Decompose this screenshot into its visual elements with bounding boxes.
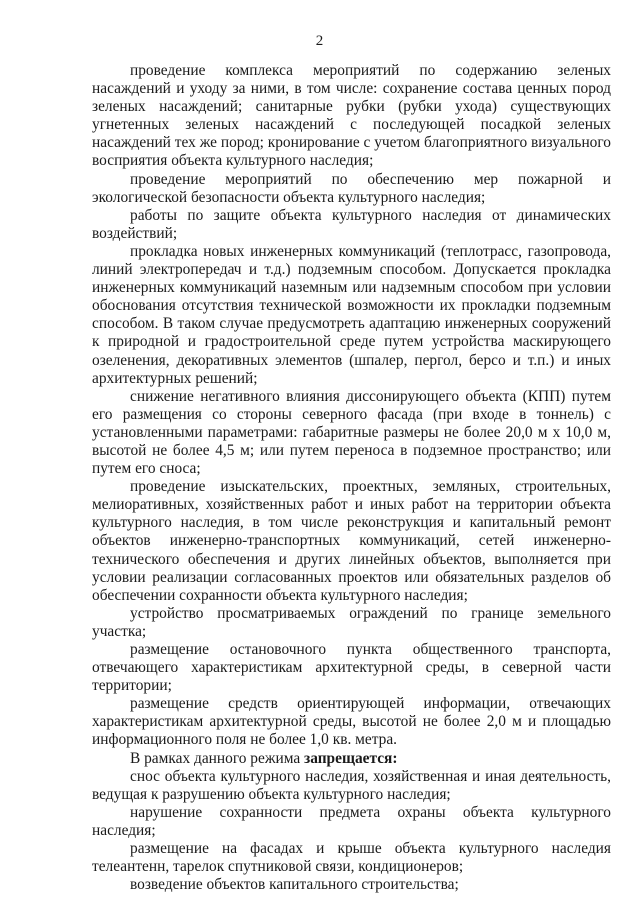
permitted-item: проведение комплекса мероприятий по содержанию зеленых насаждений и уходу за ними, в том числе: сохранение состава ценных пород зеленых насаждений; санитарные рубки (рубки ухода) существующих угнетенных зеленых насаждений с последующей посадкой зеленых насаждений тех же пород; кронирование с учетом благоприятного визуального восприятия объекта культурного наследия; — [92, 62, 611, 170]
permitted-item: проведение мероприятий по обеспечению мер пожарной и экологической безопасности объекта культурного наследия; — [92, 170, 611, 206]
prohibited-item: возведение объектов капитального строительства; — [130, 876, 459, 894]
prohibited-item: нарушение сохранности предмета охраны объекта культурного наследия; — [92, 803, 611, 839]
prohibited-item: снос объекта культурного наследия, хозяйственная и иная деятельность, ведущая к разрушению объекта культурного наследия; — [92, 767, 611, 803]
prohibited-item: размещение на фасадах и крыше объекта культурного наследия телеантенн, тарелок спутниковой связи, кондиционеров; — [92, 840, 611, 876]
prohibition-intro-text: В рамках данного режима — [130, 749, 305, 767]
permitted-item: размещение остановочного пункта общественного транспорта, отвечающего характеристикам архитектурной среды, в северной части территории; — [92, 641, 611, 695]
permitted-item: проведение изыскательских, проектных, земляных, строительных, мелиоративных, хозяйственных работ и иных работ на территории объекта культурного наследия, в том числе реконструкция и капитальный ремонт объектов инженерно-транспортных коммуникаций, сетей инженерно-технического обеспечения и других линейных объектов, выполняется при условии реализации согласованных проектов или обязательных разделов об обеспечении сохранности объекта культурного наследия; — [92, 478, 611, 604]
document-body — [92, 62, 611, 894]
permitted-item: прокладка новых инженерных коммуникаций (теплотрасс, газопровода, линий электропередач и т.д.) подземным способом. Допускается прокладка инженерных коммуникаций наземным или надземным способом при условии обоснования отсутствия технической возможности их прокладки подземным способом. В таком случае предусмотреть адаптацию инженерных сооружений к природной и градостроительной среде путем устройства маскирующего озеленения, декоративных элементов (шпалер, пергол, берсо и т.п.) и иных архитектурных решений; — [92, 242, 611, 387]
prohibition-intro — [92, 750, 611, 768]
permitted-item: устройство просматриваемых ограждений по границе земельного участка; — [92, 604, 611, 640]
permitted-item: снижение негативного влияния диссонирующего объекта (КПП) путем его размещения со стороны северного фасада (при входе в тоннель) с установленными параметрами: габаритные размеры не более 20,0 м х 10,0 м, высотой не более 4,5 м; или путем переноса в подземное пространство; или путем его сноса; — [92, 387, 611, 478]
permitted-item: размещение средств ориентирующей информации, отвечающих характеристикам архитектурной среды, высотой не более 2,0 м и площадью информационного поля не более 1,0 кв. метра. — [92, 695, 611, 749]
page-number: 2 — [315, 33, 324, 49]
permitted-item: работы по защите объекта культурного наследия от динамических воздействий; — [92, 206, 611, 242]
prohibition-keyword: запрещается: — [304, 749, 398, 767]
